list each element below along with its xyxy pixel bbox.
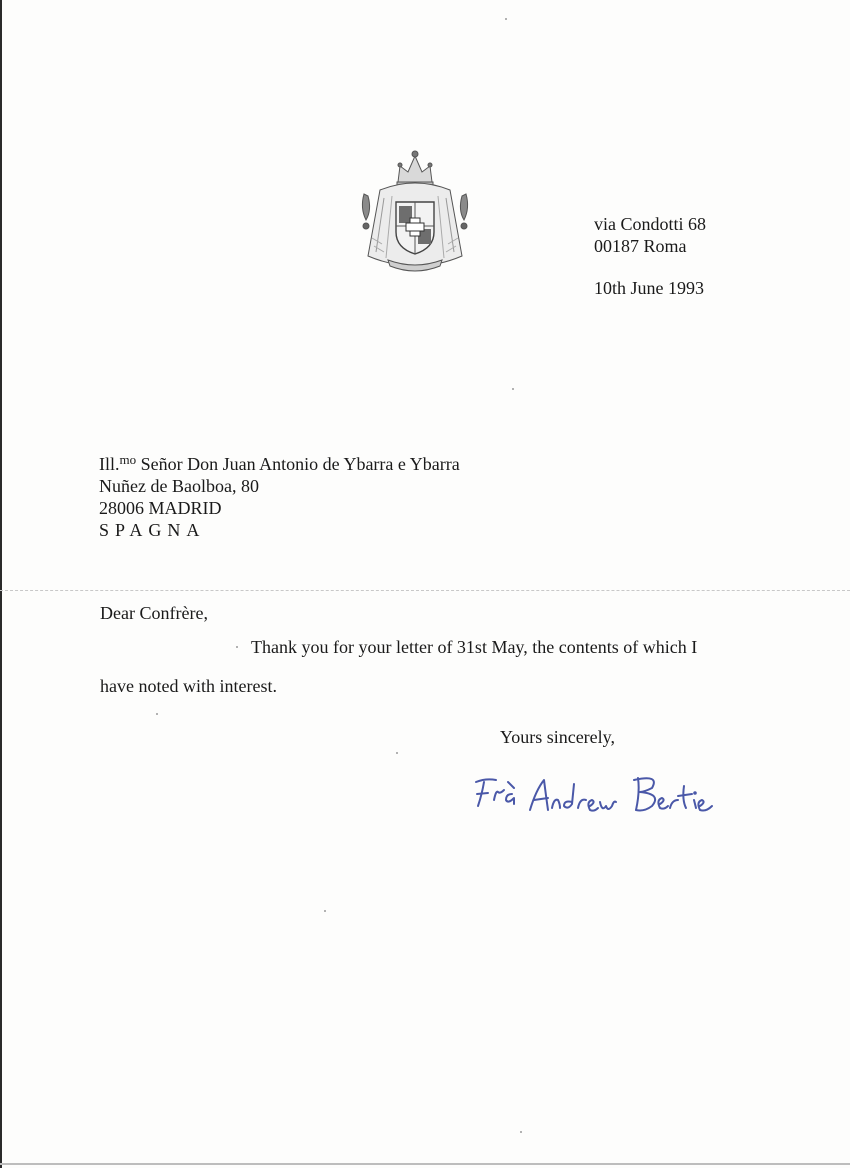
recipient-city: 28006 MADRID xyxy=(99,498,222,518)
letter-date: 10th June 1993 xyxy=(594,278,704,298)
speck xyxy=(505,18,507,20)
speck xyxy=(396,752,398,754)
recipient-honorific: Ill. xyxy=(99,454,120,474)
page-edge xyxy=(0,0,2,1168)
recipient-name-line xyxy=(99,453,460,475)
recipient-country: SPAGNA xyxy=(99,520,206,540)
recipient-honorific-superscript: mo xyxy=(119,452,137,467)
salutation: Dear Confrère, xyxy=(100,603,208,623)
recipient-street: Nuñez de Baolboa, 80 xyxy=(99,476,259,496)
closing: Yours sincerely, xyxy=(500,727,615,747)
speck xyxy=(324,910,326,912)
coat-of-arms-icon xyxy=(358,148,472,280)
speck xyxy=(512,388,514,390)
speck xyxy=(236,646,238,648)
recipient-name: Señor Don Juan Antonio de Ybarra e Ybarra xyxy=(136,454,460,474)
speck xyxy=(156,713,158,715)
recipient-address xyxy=(99,453,460,541)
sender-address xyxy=(594,213,706,257)
body-paragraph-line-2: have noted with interest. xyxy=(100,676,277,696)
sender-city: 00187 Roma xyxy=(594,236,687,256)
signature xyxy=(464,760,724,830)
fold-line xyxy=(0,590,850,591)
body-paragraph-line-1: Thank you for your letter of 31st May, the contents of which I xyxy=(251,637,698,657)
speck xyxy=(520,1131,522,1133)
sender-street: via Condotti 68 xyxy=(594,214,706,234)
page-bottom-edge xyxy=(0,1163,850,1165)
